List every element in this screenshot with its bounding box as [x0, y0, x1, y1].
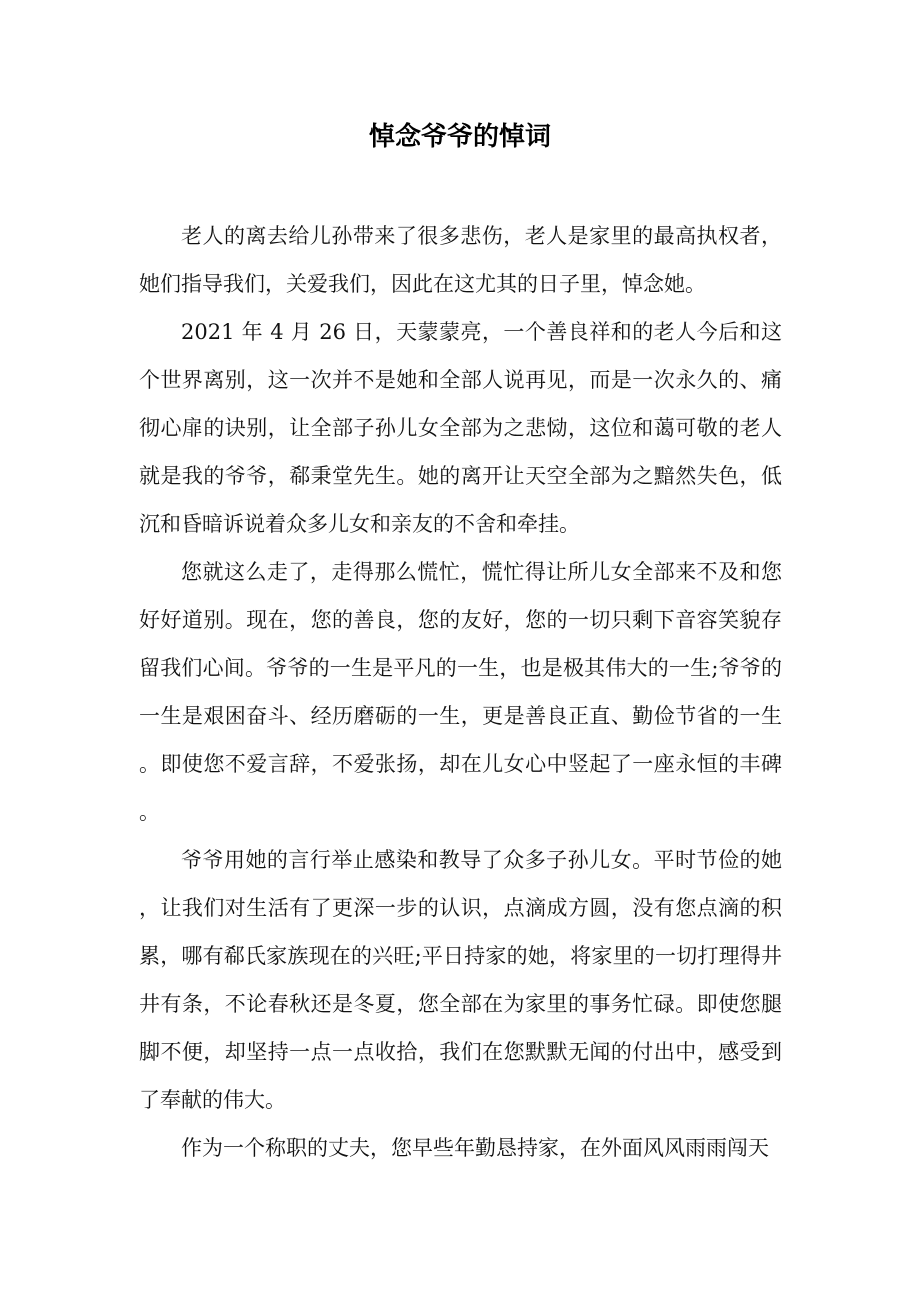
paragraph: 爷爷用她的言行举止感染和教导了众多子孙儿女。平时节俭的她，让我们对生活有了更深一步的认识，点滴成方圆，没有您点滴的积累，哪有郗氏家族现在的兴旺;平日持家的她，将家里的一切打理得井井有条，不论春秋还是冬夏，您全部在为家里的事务忙碌。即使您腿脚不便，却坚持一点一点收拾，我们在您默默无闻的付出中，感受到了奉献的伟大。: [139, 848, 782, 1112]
paragraph: 2021 年 4 月 26 日，天蒙蒙亮，一个善良祥和的老人今后和这个世界离别，这一次并不是她和全部人说再见，而是一次永久的、痛彻心扉的诀别，让全部子孙儿女全部为之悲恸，这位和蔼可敬的老人就是我的爷爷，郗秉堂先生。她的离开让天空全部为之黯然失色，低沉和昏暗诉说着众多儿女和亲友的不舍和牵挂。: [139, 320, 782, 536]
paragraph: 作为一个称职的丈夫，您早些年勤恳持家，在外面风风雨雨闯天: [181, 1136, 769, 1160]
document-body: [139, 212, 782, 1172]
paragraph: 老人的离去给儿孙带来了很多悲伤，老人是家里的最高执权者，她们指导我们，关爱我们，因此在这尤其的日子里，悼念她。: [139, 224, 782, 296]
page-title: 悼念爷爷的悼词: [368, 122, 551, 152]
paragraph: 您就这么走了，走得那么慌忙，慌忙得让所儿女全部来不及和您好好道别。现在，您的善良，您的友好，您的一切只剩下音容笑貌存留我们心间。爷爷的一生是平凡的一生，也是极其伟大的一生;爷爷的一生是艰困奋斗、经历磨砺的一生，更是善良正直、勤俭节省的一生。即使您不爱言辞，不爱张扬，却在儿女心中竖起了一座永恒的丰碑。: [139, 560, 782, 824]
